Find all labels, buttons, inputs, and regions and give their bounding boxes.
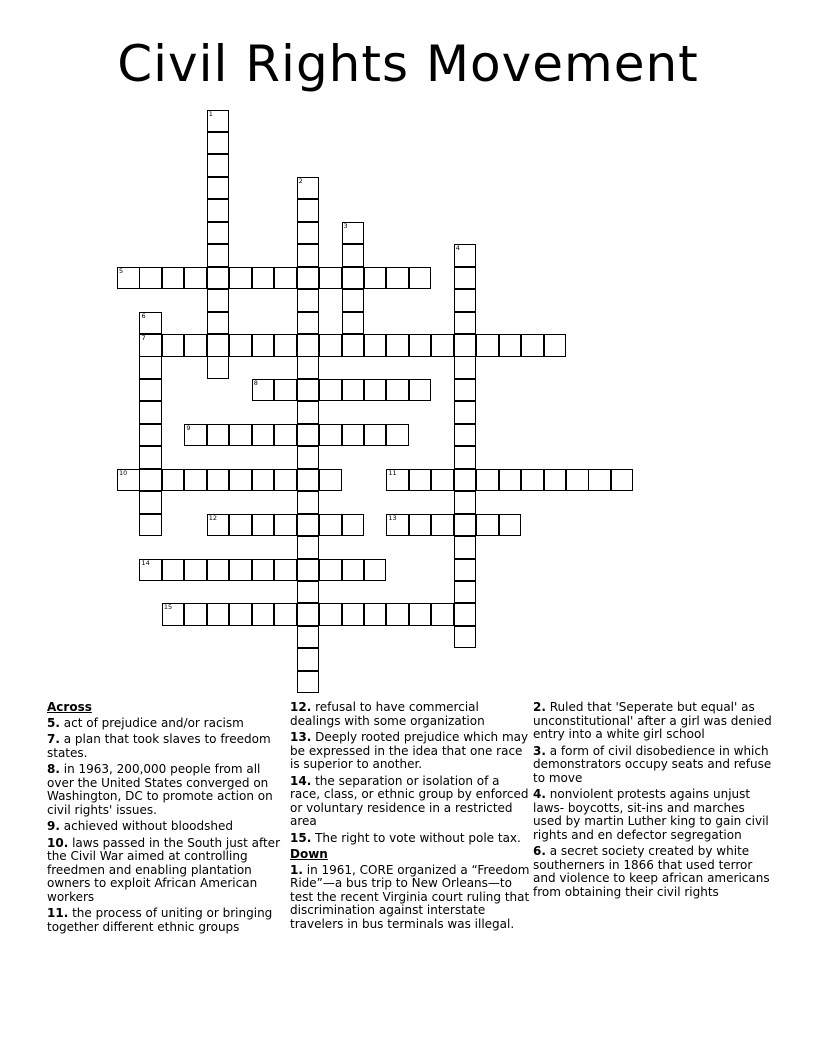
grid-cell[interactable] xyxy=(207,289,230,312)
grid-cell[interactable] xyxy=(297,469,320,492)
cell-number: 1 xyxy=(208,109,213,118)
grid-cell[interactable] xyxy=(207,559,230,582)
clue-text: in 1961, CORE organized a “Freedom Ride”—a bus trip to New Orleans—to test the recent Virginia court ruling that discrimination against interstate travelers in bus terminals was illegal. xyxy=(290,862,530,931)
grid-cell[interactable] xyxy=(162,603,185,626)
grid-cell[interactable] xyxy=(297,312,320,335)
grid-cell[interactable] xyxy=(454,559,477,582)
clue-across-9 xyxy=(47,820,287,834)
grid-cell[interactable] xyxy=(386,379,409,402)
grid-cell[interactable] xyxy=(207,334,230,357)
clue-number: 5. xyxy=(47,715,60,730)
clue-across-5 xyxy=(47,717,287,731)
grid-cell[interactable] xyxy=(297,222,320,245)
grid-cell[interactable] xyxy=(297,648,320,671)
clue-across-11 xyxy=(47,907,287,934)
grid-cell[interactable] xyxy=(297,536,320,559)
grid-cell[interactable] xyxy=(139,446,162,469)
puzzle-title: Civil Rights Movement xyxy=(117,35,699,93)
grid-cell[interactable] xyxy=(252,514,275,537)
grid-cell[interactable] xyxy=(139,401,162,424)
grid-cell[interactable] xyxy=(476,514,499,537)
grid-cell[interactable] xyxy=(297,401,320,424)
clues-column-1 xyxy=(47,701,287,937)
grid-cell[interactable] xyxy=(274,469,297,492)
grid-cell[interactable] xyxy=(431,514,454,537)
clue-text: a secret society created by white southerners in 1866 that used terror and violence to keep african americans from obtaining their civil rights xyxy=(533,844,770,899)
clue-text: the separation or isolation of a race, class, or ethnic group by enforced or voluntary residence in a restricted area xyxy=(290,773,529,828)
grid-cell[interactable] xyxy=(454,401,477,424)
grid-cell[interactable] xyxy=(207,199,230,222)
grid-cell[interactable] xyxy=(454,581,477,604)
grid-cell[interactable] xyxy=(319,267,342,290)
grid-cell[interactable] xyxy=(274,603,297,626)
grid-cell[interactable] xyxy=(342,267,365,290)
grid-cell[interactable] xyxy=(454,267,477,290)
clue-text: Deeply rooted prejudice which may be expressed in the idea that one race is superior to another. xyxy=(290,730,529,771)
grid-cell[interactable] xyxy=(454,379,477,402)
clue-text: a form of civil disobedience in which demonstrators occupy seats and refuse to move xyxy=(533,743,772,785)
grid-cell[interactable] xyxy=(409,379,432,402)
grid-cell[interactable] xyxy=(364,267,387,290)
grid-cell[interactable] xyxy=(454,356,477,379)
clue-number: 15. xyxy=(290,830,312,845)
grid-cell[interactable] xyxy=(229,603,252,626)
grid-cell[interactable] xyxy=(499,514,522,537)
clue-text: Ruled that 'Seperate but equal' as unconstitutional' after a girl was denied entry into a white girl school xyxy=(533,700,772,741)
grid-cell[interactable] xyxy=(342,289,365,312)
grid-cell[interactable] xyxy=(229,334,252,357)
clue-number: 11. xyxy=(47,906,69,920)
grid-cell[interactable] xyxy=(207,154,230,177)
grid-cell[interactable] xyxy=(454,469,477,492)
grid-cell[interactable] xyxy=(252,334,275,357)
clue-down-4 xyxy=(533,788,773,842)
grid-cell[interactable] xyxy=(454,446,477,469)
grid-cell[interactable] xyxy=(184,424,207,447)
grid-cell[interactable] xyxy=(297,491,320,514)
grid-cell[interactable] xyxy=(342,244,365,267)
grid-cell[interactable] xyxy=(229,559,252,582)
grid-cell[interactable] xyxy=(364,424,387,447)
grid-cell[interactable] xyxy=(274,559,297,582)
grid-cell[interactable] xyxy=(297,671,320,694)
grid-cell[interactable] xyxy=(162,334,185,357)
grid-cell[interactable] xyxy=(297,603,320,626)
grid-cell[interactable] xyxy=(207,514,230,537)
cell-number: 14 xyxy=(141,558,150,567)
grid-cell[interactable] xyxy=(342,222,365,245)
grid-cell[interactable] xyxy=(431,334,454,357)
grid-cell[interactable] xyxy=(139,312,162,335)
grid-cell[interactable] xyxy=(207,603,230,626)
clue-text: act of prejudice and/or racism xyxy=(63,715,244,730)
clue-text: laws passed in the South just after the Civil War aimed at controlling freedmen and enabling plantation owners to exploit African American workers xyxy=(47,835,281,904)
grid-cell[interactable] xyxy=(409,603,432,626)
clue-across-12 xyxy=(290,701,530,728)
clue-number: 4. xyxy=(533,787,546,801)
clue-number: 7. xyxy=(47,732,60,746)
grid-cell[interactable] xyxy=(588,469,611,492)
grid-cell[interactable] xyxy=(297,446,320,469)
grid-cell[interactable] xyxy=(454,424,477,447)
grid-cell[interactable] xyxy=(252,267,275,290)
grid-cell[interactable] xyxy=(342,514,365,537)
grid-cell[interactable] xyxy=(162,469,185,492)
grid-cell[interactable] xyxy=(274,267,297,290)
grid-cell[interactable] xyxy=(319,469,342,492)
grid-cell[interactable] xyxy=(454,289,477,312)
clue-across-15 xyxy=(290,832,530,846)
grid-cell[interactable] xyxy=(297,334,320,357)
grid-cell[interactable] xyxy=(611,469,634,492)
grid-cell[interactable] xyxy=(342,334,365,357)
clue-number: 1. xyxy=(290,862,303,877)
grid-cell[interactable] xyxy=(476,334,499,357)
across-heading: Across xyxy=(47,700,92,714)
grid-cell[interactable] xyxy=(342,559,365,582)
grid-cell[interactable] xyxy=(364,603,387,626)
grid-cell[interactable] xyxy=(342,312,365,335)
cell-number: 5 xyxy=(119,266,124,275)
grid-cell[interactable] xyxy=(386,603,409,626)
grid-cell[interactable] xyxy=(207,312,230,335)
grid-cell[interactable] xyxy=(139,469,162,492)
grid-cell[interactable] xyxy=(454,244,477,267)
clue-down-3 xyxy=(533,745,773,786)
grid-cell[interactable] xyxy=(454,334,477,357)
clue-across-10 xyxy=(47,837,287,905)
grid-cell[interactable] xyxy=(117,469,140,492)
cell-number: 7 xyxy=(141,334,146,342)
grid-cell[interactable] xyxy=(342,603,365,626)
clue-number: 14. xyxy=(290,773,312,788)
grid-cell[interactable] xyxy=(297,424,320,447)
grid-cell[interactable] xyxy=(409,267,432,290)
grid-cell[interactable] xyxy=(521,334,544,357)
grid-cell[interactable] xyxy=(409,469,432,492)
grid-cell[interactable] xyxy=(297,244,320,267)
grid-cell[interactable] xyxy=(252,424,275,447)
cell-number: 6 xyxy=(141,311,146,320)
grid-cell[interactable] xyxy=(139,379,162,402)
grid-cell[interactable] xyxy=(297,379,320,402)
clue-across-8 xyxy=(47,763,287,817)
grid-cell[interactable] xyxy=(409,334,432,357)
grid-cell[interactable] xyxy=(454,312,477,335)
grid-cell[interactable] xyxy=(229,469,252,492)
clue-number: 12. xyxy=(290,700,312,714)
cell-number: 15 xyxy=(163,603,173,612)
grid-cell[interactable] xyxy=(521,469,544,492)
grid-cell[interactable] xyxy=(386,469,409,492)
clue-number: 9. xyxy=(47,819,60,833)
cell-number: 13 xyxy=(388,513,397,522)
grid-cell[interactable] xyxy=(162,267,185,290)
grid-cell[interactable] xyxy=(139,424,162,447)
grid-cell[interactable] xyxy=(139,514,162,537)
grid-cell[interactable] xyxy=(274,514,297,537)
cell-number: 8 xyxy=(253,378,258,387)
clue-number: 8. xyxy=(47,762,60,776)
grid-cell[interactable] xyxy=(229,514,252,537)
cell-number: 9 xyxy=(186,423,191,432)
grid-cell[interactable] xyxy=(274,379,297,402)
grid-cell[interactable] xyxy=(252,379,275,402)
clue-down-6 xyxy=(533,845,773,899)
clue-number: 2. xyxy=(533,700,546,714)
grid-cell[interactable] xyxy=(364,334,387,357)
grid-cell[interactable] xyxy=(252,603,275,626)
grid-cell[interactable] xyxy=(184,469,207,492)
grid-cell[interactable] xyxy=(184,559,207,582)
grid-cell[interactable] xyxy=(319,514,342,537)
clue-text: refusal to have commercial dealings with some organization xyxy=(290,700,485,728)
grid-cell[interactable] xyxy=(544,469,567,492)
clue-number: 10. xyxy=(47,835,69,850)
grid-cell[interactable] xyxy=(476,469,499,492)
grid-cell[interactable] xyxy=(544,334,567,357)
grid-cell[interactable] xyxy=(499,334,522,357)
cell-number: 10 xyxy=(119,468,128,477)
grid-cell[interactable] xyxy=(252,559,275,582)
clue-number: 13. xyxy=(290,730,312,744)
grid-cell[interactable] xyxy=(297,356,320,379)
grid-cell[interactable] xyxy=(184,267,207,290)
grid-cell[interactable] xyxy=(342,424,365,447)
clues-column-3 xyxy=(533,701,773,902)
grid-cell[interactable] xyxy=(454,536,477,559)
grid-cell[interactable] xyxy=(409,514,432,537)
grid-cell[interactable] xyxy=(431,469,454,492)
grid-cell[interactable] xyxy=(297,267,320,290)
grid-cell[interactable] xyxy=(454,603,477,626)
clue-text: achieved without bloodshed xyxy=(63,819,233,833)
cell-number: 3 xyxy=(343,221,348,230)
grid-cell[interactable] xyxy=(386,334,409,357)
grid-cell[interactable] xyxy=(499,469,522,492)
clue-across-14 xyxy=(290,775,530,829)
grid-cell[interactable] xyxy=(207,110,230,133)
grid-cell[interactable] xyxy=(252,469,275,492)
cell-number: 2 xyxy=(298,176,303,185)
grid-cell[interactable] xyxy=(297,289,320,312)
grid-cell[interactable] xyxy=(207,177,230,200)
grid-cell[interactable] xyxy=(162,559,185,582)
clue-down-2 xyxy=(533,701,773,742)
cell-number: 4 xyxy=(455,244,460,253)
grid-cell[interactable] xyxy=(297,514,320,537)
clue-across-13 xyxy=(290,731,530,772)
cell-number: 12 xyxy=(208,513,218,522)
grid-cell[interactable] xyxy=(184,334,207,357)
grid-cell[interactable] xyxy=(207,267,230,290)
clues-column-2 xyxy=(290,701,530,934)
clue-number: 3. xyxy=(533,743,546,758)
grid-cell[interactable] xyxy=(207,132,230,155)
grid-cell[interactable] xyxy=(207,424,230,447)
down-heading: Down xyxy=(290,847,328,861)
cell-number: 11 xyxy=(388,468,397,477)
grid-cell[interactable] xyxy=(319,559,342,582)
grid-cell[interactable] xyxy=(566,469,589,492)
grid-cell[interactable] xyxy=(454,626,477,649)
clue-text: the process of uniting or bringing together different ethnic groups xyxy=(47,906,273,934)
grid-cell[interactable] xyxy=(207,469,230,492)
grid-cell[interactable] xyxy=(386,514,409,537)
grid-cell[interactable] xyxy=(319,334,342,357)
grid-cell[interactable] xyxy=(117,267,140,290)
grid-cell[interactable] xyxy=(319,379,342,402)
clue-text: a plan that took slaves to freedom states. xyxy=(47,732,271,760)
grid-cell[interactable] xyxy=(139,334,162,357)
clue-text: The right to vote without pole tax. xyxy=(315,830,521,845)
grid-cell[interactable] xyxy=(297,177,320,200)
grid-cell[interactable] xyxy=(184,603,207,626)
grid-cell[interactable] xyxy=(297,626,320,649)
grid-cell[interactable] xyxy=(274,424,297,447)
clue-down-1 xyxy=(290,864,530,932)
grid-cell[interactable] xyxy=(342,379,365,402)
grid-cell[interactable] xyxy=(274,334,297,357)
clue-text: nonviolent protests agains unjust laws- boycotts, sit-ins and marches used by martin Luther king to gain civil rights and en defector segregation xyxy=(533,787,769,842)
grid-cell[interactable] xyxy=(139,356,162,379)
grid-cell[interactable] xyxy=(207,356,230,379)
grid-cell[interactable] xyxy=(386,267,409,290)
grid-cell[interactable] xyxy=(431,603,454,626)
grid-cell[interactable] xyxy=(386,424,409,447)
grid-cell[interactable] xyxy=(139,491,162,514)
grid-cell[interactable] xyxy=(454,491,477,514)
grid-cell[interactable] xyxy=(319,424,342,447)
grid-cell[interactable] xyxy=(139,267,162,290)
grid-cell[interactable] xyxy=(364,379,387,402)
clue-text: in 1963, 200,000 people from all over the United States converged on Washington, DC to promote action on civil rights' issues. xyxy=(47,762,273,817)
clue-across-7 xyxy=(47,733,287,760)
grid-cell[interactable] xyxy=(364,559,387,582)
grid-cell[interactable] xyxy=(229,424,252,447)
grid-cell[interactable] xyxy=(139,559,162,582)
clue-number: 6. xyxy=(533,844,546,858)
grid-cell[interactable] xyxy=(207,244,230,267)
grid-cell[interactable] xyxy=(229,267,252,290)
grid-cell[interactable] xyxy=(297,559,320,582)
grid-cell[interactable] xyxy=(297,581,320,604)
grid-cell[interactable] xyxy=(297,199,320,222)
grid-cell[interactable] xyxy=(207,222,230,245)
grid-cell[interactable] xyxy=(319,603,342,626)
grid-cell[interactable] xyxy=(454,514,477,537)
